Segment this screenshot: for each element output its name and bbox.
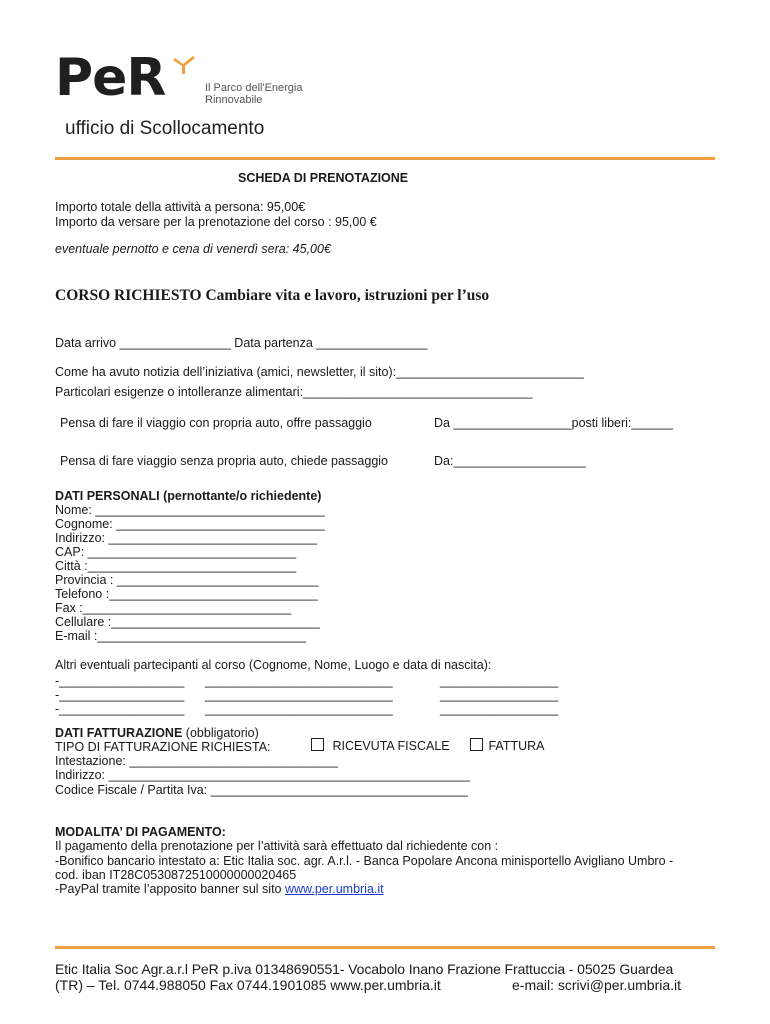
course-label: CORSO RICHIESTO bbox=[55, 287, 202, 304]
personal-heading: DATI PERSONALI (pernottante/o richiedente) bbox=[55, 489, 322, 503]
billing-field-codice-fiscale[interactable]: Codice Fiscale / Partita Iva: _____________________________________ bbox=[55, 783, 468, 797]
logo bbox=[55, 48, 315, 148]
car-request-label: Pensa di fare viaggio senza propria auto, chiede passaggio bbox=[60, 454, 388, 468]
dietary-field[interactable]: Particolari esigenze o intolleranze alimentari:_________________________________ bbox=[55, 385, 533, 399]
dates-field[interactable]: Data arrivo ________________ Data partenza ________________ bbox=[55, 336, 428, 350]
participant-row-1-name[interactable]: -__________________ bbox=[55, 674, 185, 688]
personal-field-cognome[interactable]: Cognome: ______________________________ bbox=[55, 517, 325, 531]
source-field[interactable]: Come ha avuto notizia dell’iniziativa (amici, newsletter, il sito):___________________________ bbox=[55, 365, 584, 379]
payment-line-2: -Bonifico bancario intestato a: Etic Italia soc. agr. A.r.l. - Banca Popolare Ancona minisportello Avigliano Umbro - bbox=[55, 854, 674, 868]
car-offer-label: Pensa di fare il viaggio con propria auto, offre passaggio bbox=[60, 416, 372, 430]
personal-field-cap[interactable]: CAP: ______________________________ bbox=[55, 545, 297, 559]
footer-line-2-left: (TR) – Tel. 0744.988050 Fax 0744.1901085 www.per.umbria.it bbox=[55, 977, 441, 993]
participant-row-1-place[interactable]: ___________________________ bbox=[205, 674, 393, 688]
personal-field-email[interactable]: E-mail :______________________________ bbox=[55, 629, 306, 643]
participant-row-3-name[interactable]: -__________________ bbox=[55, 702, 185, 716]
billing-heading bbox=[55, 726, 259, 741]
billing-field-intestazione[interactable]: Intestazione: ______________________________ bbox=[55, 754, 338, 768]
personal-field-nome[interactable]: Nome: _________________________________ bbox=[55, 503, 325, 517]
payment-line-1: Il pagamento della prenotazione per l’attività sarà effettuato dal richiedente con : bbox=[55, 839, 499, 853]
footer-line-1: Etic Italia Soc Agr.a.r.l PeR p.iva 01348690551- Vocabolo Inano Frazione Frattuccia - 05025 Guardea bbox=[55, 961, 674, 977]
course-name: Cambiare vita e lavoro, istruzioni per l’uso bbox=[205, 287, 490, 304]
personal-field-cellulare[interactable]: Cellulare :______________________________ bbox=[55, 615, 320, 629]
participant-row-3-date[interactable]: _________________ bbox=[440, 702, 559, 716]
participant-row-2-place[interactable]: ___________________________ bbox=[205, 688, 393, 702]
participant-row-3-place[interactable]: ___________________________ bbox=[205, 702, 393, 716]
personal-field-telefono[interactable]: Telefono :______________________________ bbox=[55, 587, 318, 601]
footer-rule bbox=[55, 946, 715, 949]
logo-leaf-icon bbox=[173, 54, 197, 76]
billing-option-receipt[interactable] bbox=[311, 738, 450, 754]
personal-field-provincia[interactable]: Provincia : _____________________________ bbox=[55, 573, 319, 587]
receipt-label: RICEVUTA FISCALE bbox=[332, 739, 450, 753]
invoice-checkbox[interactable] bbox=[470, 738, 483, 751]
logo-tagline-2: Rinnovabile bbox=[205, 94, 263, 106]
page-title: SCHEDA DI PRENOTAZIONE bbox=[238, 171, 409, 185]
billing-type-label: TIPO DI FATTURAZIONE RICHIESTA: bbox=[55, 740, 271, 754]
price-optional: eventuale pernotto e cena di venerdì sera: 45,00€ bbox=[55, 242, 331, 256]
logo-tagline-1: Il Parco dell'Energia bbox=[205, 82, 303, 94]
participant-row-2-name[interactable]: -__________________ bbox=[55, 688, 185, 702]
billing-field-indirizzo[interactable]: Indirizzo: ____________________________________________________ bbox=[55, 768, 470, 782]
payment-line-4 bbox=[55, 882, 384, 897]
car-offer-fields[interactable]: Da _________________posti liberi:______ bbox=[434, 416, 674, 430]
logo-office: ufficio di Scollocamento bbox=[65, 118, 265, 139]
billing-heading-bold: DATI FATTURAZIONE bbox=[55, 726, 183, 740]
personal-field-fax[interactable]: Fax :______________________________ bbox=[55, 601, 292, 615]
website-link[interactable]: www.per.umbria.it bbox=[284, 882, 384, 896]
invoice-label: FATTURA bbox=[488, 739, 545, 753]
personal-field-citta[interactable]: Città :______________________________ bbox=[55, 559, 297, 573]
payment-paypal-text: -PayPal tramite l’apposito banner sul sito bbox=[55, 882, 285, 896]
header-rule bbox=[55, 157, 715, 160]
personal-field-indirizzo[interactable]: Indirizzo: ______________________________ bbox=[55, 531, 318, 545]
car-request-fields[interactable]: Da:___________________ bbox=[434, 454, 586, 468]
receipt-checkbox[interactable] bbox=[311, 738, 324, 751]
participant-row-2-date[interactable]: _________________ bbox=[440, 688, 559, 702]
price-total: Importo totale della attività a persona: 95,00€ bbox=[55, 200, 306, 214]
price-deposit: Importo da versare per la prenotazione del corso : 95,00 € bbox=[55, 215, 377, 229]
participants-intro: Altri eventuali partecipanti al corso (Cognome, Nome, Luogo e data di nascita): bbox=[55, 658, 492, 672]
payment-line-3: cod. iban IT28C0530872510000000020465 bbox=[55, 868, 297, 882]
footer-line-2-right: e-mail: scrivi@per.umbria.it bbox=[512, 977, 682, 993]
participant-row-1-date[interactable]: _________________ bbox=[440, 674, 559, 688]
course-title bbox=[55, 287, 489, 305]
billing-heading-note: (obbligatorio) bbox=[185, 726, 259, 740]
payment-heading: MODALITA’ DI PAGAMENTO: bbox=[55, 825, 226, 839]
logo-wordmark: PeR bbox=[55, 48, 166, 108]
billing-option-invoice[interactable] bbox=[470, 738, 545, 754]
